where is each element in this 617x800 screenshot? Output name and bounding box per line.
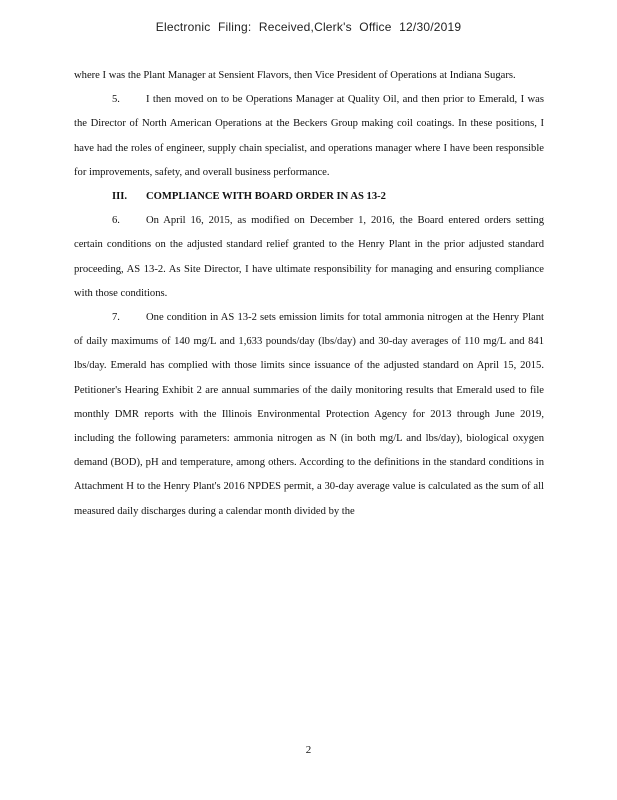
filing-header: Electronic Filing: Received,Clerk's Office 12/30/2019 [155,20,462,34]
section-title: COMPLIANCE WITH BOARD ORDER IN AS 13-2 [146,191,386,203]
section-numeral: III. [112,191,128,203]
page-number: 2 [305,744,312,756]
paragraph-text: I then moved on to be Operations Manager at Quality Oil, and then prior to Emerald, I was the Director of North American Operations at the Beckers Group making coil coatings. In these positions, I have had the roles of engineer, supply chain specialist, and operations manager where I have been responsible for improvements, safety, and overall business performance. [74,94,544,178]
paragraph-text: On April 16, 2015, as modified on December 1, 2016, the Board entered orders setting certain conditions on the adjusted standard relief granted to the Henry Plant in the prior adjusted standard proceeding, AS 13-2. As Site Director, I have ultimate responsibility for managing and ensuring compliance with those conditions. [74,215,544,299]
paragraph-7 [74,306,544,524]
section-heading-iii [74,185,544,209]
paragraph-5 [74,88,544,185]
paragraph-number: 7. [112,312,120,324]
document-body [74,64,544,524]
paragraph-6 [74,209,544,306]
paragraph-text: One condition in AS 13-2 sets emission limits for total ammonia nitrogen at the Henry Plant of daily maximums of 140 mg/L and 1,633 pounds/day (lbs/day) and 30-day averages of 110 mg/L and 841 lbs/day. Emerald has complied with those limits since issuance of the adjusted standard on April 15, 2015. Petitioner's Hearing Exhibit 2 are annual summaries of the daily monitoring results that Emerald used to file monthly DMR reports with the Illinois Environmental Protection Agency for 2013 through June 2019, including the following parameters: ammonia nitrogen as N (in both mg/L and lbs/day), biological oxygen demand (BOD), pH and temperature, among others. According to the definitions in the standard conditions in Attachment H to the Henry Plant's 2016 NPDES permit, a 30-day average value is calculated as the sum of all measured daily discharges during a calendar month divided by the [74,312,544,517]
paragraph-number: 6. [112,215,120,227]
paragraph-continuation: where I was the Plant Manager at Sensient Flavors, then Vice President of Operations at Indiana Sugars. [74,70,516,81]
paragraph-number: 5. [112,94,120,106]
